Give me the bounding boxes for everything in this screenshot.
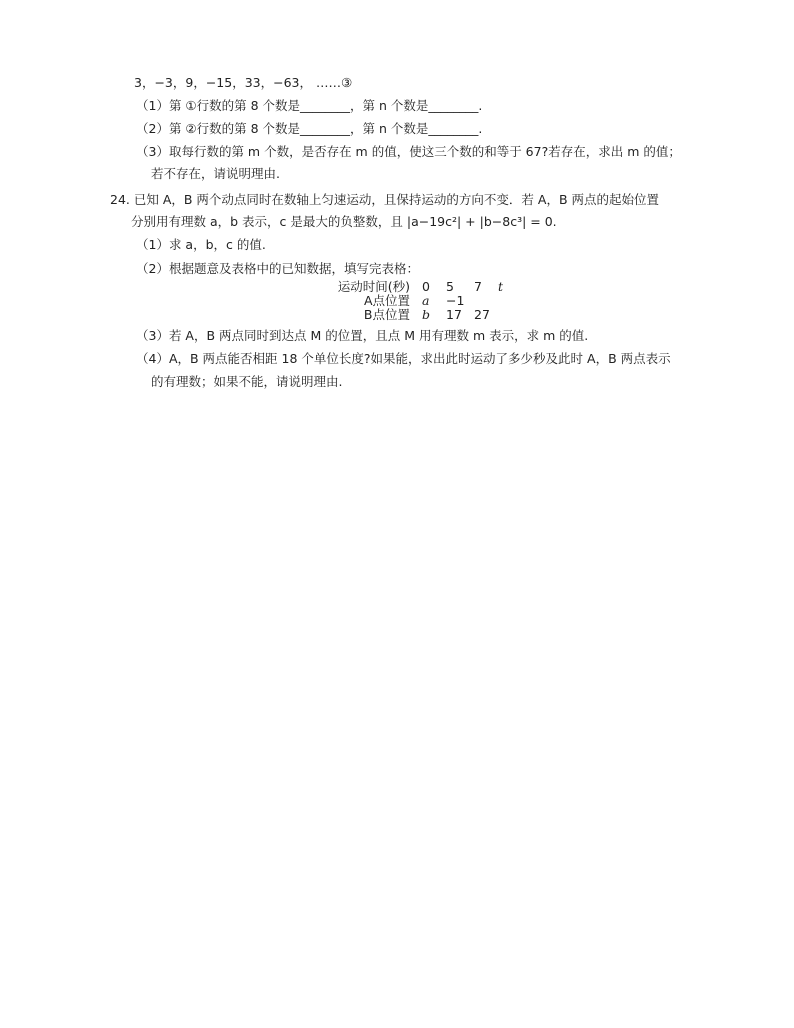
row-header: B点位置 [363,307,410,322]
problem-24-line-1: 24. 已知 A，B 两个动点同时在数轴上匀速运动，且保持运动的方向不变．若 A，B 两点的起始位置 [110,192,660,207]
row-header: A点位置 [363,293,410,308]
row-header: 运动时间(秒) [337,279,410,294]
question-3-line-1: （3）取每行数的第 m 个数，是否存在 m 的值，使这三个数的和等于 67?若存在，求出 m 的值； [136,144,681,159]
table-cell: 7 [474,279,482,294]
sequence-line: 3，−3，9，−15，33，−63， ……③ [134,75,353,90]
table-cell: b [422,307,431,322]
table-cell: t [498,279,504,294]
sub-question-2: （2）根据题意及表格中的已知数据，填写完表格： [136,261,419,276]
question-2: （2）第 ②行数的第 8 个数是________，第 n 个数是________. [136,121,483,136]
table-cell: −1 [446,293,465,308]
question-1: （1）第 ①行数的第 8 个数是________，第 n 个数是________. [136,98,483,113]
sub-question-4-line-2: 的有理数；如果不能，请说明理由. [151,374,343,389]
sub-question-1: （1）求 a，b，c 的值. [136,237,266,252]
table-cell: 0 [422,279,430,294]
table-cell: 5 [446,279,454,294]
question-3-line-2: 若不存在，请说明理由. [151,166,280,181]
sub-question-3: （3）若 A，B 两点同时到达点 M 的位置，且点 M 用有理数 m 表示，求 m 的值. [136,328,589,343]
table-cell: 17 [446,307,462,322]
table-cell: a [422,293,430,308]
table-cell: 27 [474,307,490,322]
sub-question-4-line-1: （4）A，B 两点能否相距 18 个单位长度?如果能，求出此时运动了多少秒及此时 A，B 两点表示 [136,351,671,366]
problem-24-line-2: 分别用有理数 a，b 表示，c 是最大的负整数，且 |a−19c²| + |b−8c³| = 0. [131,214,557,229]
